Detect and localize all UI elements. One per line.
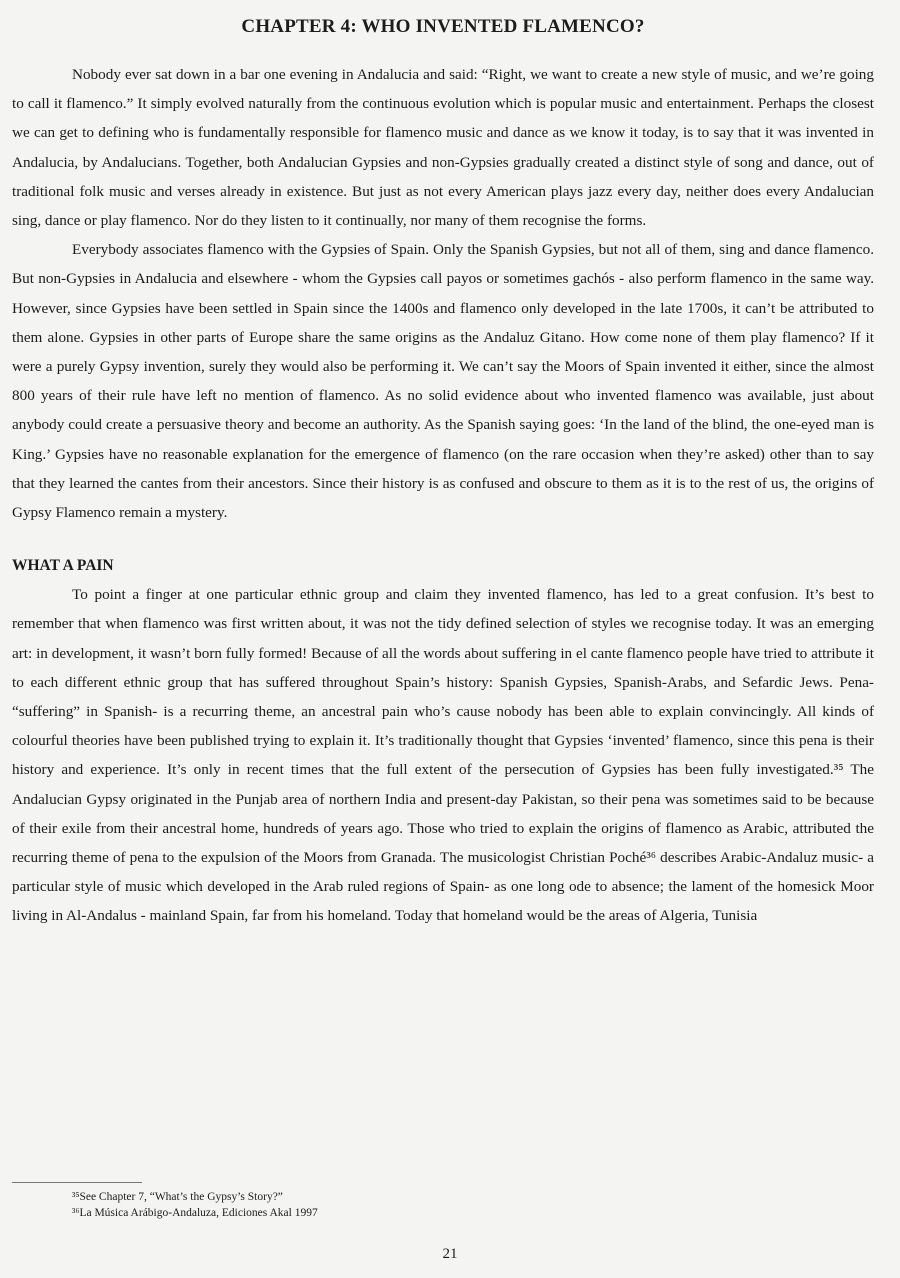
footnote-36: ³⁶La Música Arábigo-Andaluza, Ediciones Akal 1997 [72,1207,318,1219]
body-paragraph-2: Everybody associates flamenco with the Gypsies of Spain. Only the Spanish Gypsies, but not all of them, sing and dance flamenco. But non-Gypsies in Andalucia and elsewhere - whom the Gypsies call payos or sometimes gachós - also perform flamenco in the same way. However, since Gypsies have been settled in Spain since the 1400s and flamenco only developed in the late 1700s, it can’t be attributed to them alone. Gypsies in other parts of Europe share the same origins as the Andaluz Gitano. How come none of them play flamenco? If it were a purely Gypsy invention, surely they would also be performing it. We can’t say the Moors of Spain invented it either, since the almost 800 years of their rule have left no mention of flamenco. As no solid evidence about who invented flamenco was available, just about anybody could create a persuasive theory and become an authority. As the Spanish saying goes: ‘In the land of the blind, the one-eyed man is King.’ Gypsies have no reasonable explanation for the emergence of flamenco (on the rare occasion when they’re asked) other than to say that they learned the cantes from their ancestors. Since their history is as confused and obscure to them as it is to the rest of us, the origins of Gypsy Flamenco remain a mystery. [12,241,874,522]
body-paragraph-1: Nobody ever sat down in a bar one evening in Andalucia and said: “Right, we want to create a new style of music, and we’re going to call it flamenco.” It simply evolved naturally from the continuous evolution which is popular music and entertainment. Perhaps the closest we can get to defining who is fundamentally responsible for flamenco music and dance as we know it today, is to say that it was invented in Andalucia, by Andalucians. Together, both Andalucian Gypsies and non-Gypsies gradually created a distinct style of song and dance, out of traditional folk music and verses already in existence. But just as not every American plays jazz every day, neither does every Andalucian sing, dance or play flamenco. Nor do they listen to it continually, nor many of them recognise the forms. [12,66,874,230]
section-heading: WHAT A PAIN [12,557,114,575]
page-number: 21 [442,1246,458,1262]
footnote-35: ³⁵See Chapter 7, “What’s the Gypsy’s Story?” [72,1191,283,1203]
chapter-title: CHAPTER 4: WHO INVENTED FLAMENCO? [241,16,645,37]
footnote-rule [12,1182,142,1183]
section-paragraph: To point a finger at one particular ethnic group and claim they invented flamenco, has led to a great confusion. It’s best to remember that when flamenco was first written about, it was not the tidy defined selection of styles we recognise today. It was an emerging art: in development, it wasn’t born fully formed! Because of all the words about suffering in el cante flamenco people have tried to attribute it to each different ethnic group that has suffered throughout Spain’s history: Spanish Gypsies, Spanish-Arabs, and Sefardic Jews. Pena- “suffering” in Spanish- is a recurring theme, an ancestral pain who’s cause nobody has been able to explain convincingly. All kinds of colourful theories have been published trying to explain it. It’s traditionally thought that Gypsies ‘invented’ flamenco, since this pena is their history and experience. It’s only in recent times that the full extent of the persecution of Gypsies has been fully investigated.³⁵ The Andalucian Gypsy originated in the Punjab area of northern India and present-day Pakistan, so their pena was sometimes said to be because of their exile from their ancestral home, hundreds of years ago. Those who tried to explain the origins of flamenco as Arabic, attributed the recurring theme of pena to the expulsion of the Moors from Granada. The musicologist Christian Poché³⁶ describes Arabic-Andaluz music- a particular style of music which developed in the Arab ruled regions of Spain- as one long ode to absence; the lament of the homesick Moor living in Al-Andalus - mainland Spain, far from his homeland. Today that homeland would be the areas of Algeria, Tunisia [12,586,874,925]
footnotes [12,1182,772,1221]
